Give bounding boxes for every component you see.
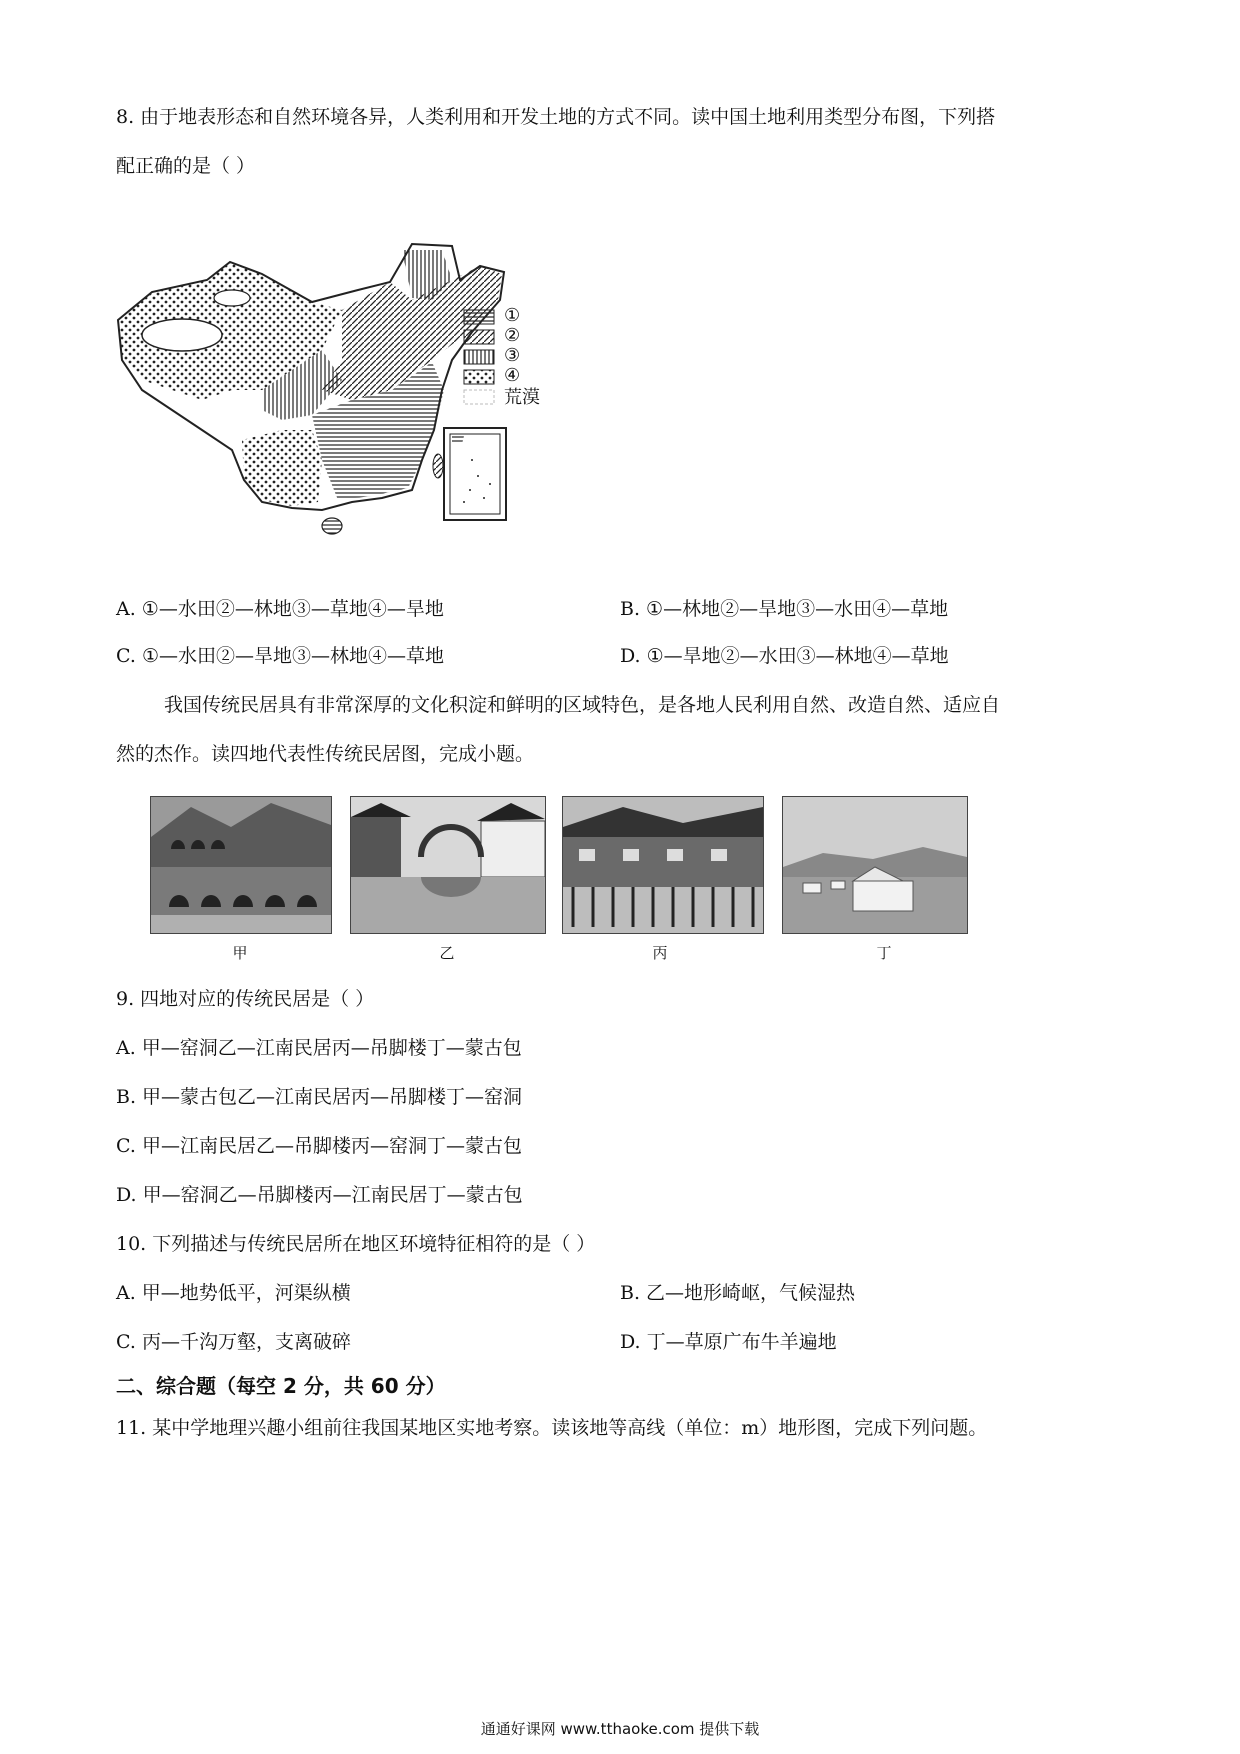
q8-stem-line2: 配正确的是（ ）	[116, 155, 256, 177]
china-land-use-map	[112, 240, 582, 582]
q9-option-d: D. 甲—窑洞乙—吊脚楼丙—江南民居丁—蒙古包	[116, 1184, 523, 1206]
photo-label-bing: 丙	[652, 944, 668, 962]
intro-line2: 然的杰作。读四地代表性传统民居图，完成小题。	[116, 743, 535, 765]
q8-option-d: D. ①—旱地②—水田③—林地④—草地	[620, 645, 949, 667]
q9-option-a: A. 甲—窑洞乙—江南民居丙—吊脚楼丁—蒙古包	[116, 1037, 522, 1059]
page-footer: 通通好课网 www.tthaoke.com 提供下载	[480, 1720, 760, 1738]
photo-ding-yurt	[782, 796, 968, 934]
q8-option-b: B. ①—林地②—旱地③—水田④—草地	[620, 598, 949, 620]
q11-stem: 11. 某中学地理兴趣小组前往我国某地区实地考察。读该地等高线（单位：m）地形图，完成下列问题。	[116, 1417, 988, 1439]
q10-option-c: C. 丙—千沟万壑，支离破碎	[116, 1331, 351, 1353]
photo-bing-stilt-house	[562, 796, 764, 934]
q9-stem: 9. 四地对应的传统民居是（ ）	[116, 988, 375, 1010]
q8-option-c: C. ①—水田②—旱地③—林地④—草地	[116, 645, 444, 667]
q9-option-b: B. 甲—蒙古包乙—江南民居丙—吊脚楼丁—窑洞	[116, 1086, 523, 1108]
photo-jia-cave-dwelling	[150, 796, 332, 934]
q10-option-d: D. 丁—草原广布牛羊遍地	[620, 1331, 837, 1353]
q10-option-a: A. 甲—地势低平，河渠纵横	[116, 1282, 351, 1304]
intro-line1: 我国传统民居具有非常深厚的文化积淀和鲜明的区域特色，是各地人民利用自然、改造自然、适应自	[164, 694, 1001, 716]
q9-option-c: C. 甲—江南民居乙—吊脚楼丙—窑洞丁—蒙古包	[116, 1135, 522, 1157]
q8-option-a: A. ①—水田②—林地③—草地④—旱地	[116, 598, 444, 620]
legend-label-3: ③	[504, 345, 521, 366]
q10-option-b: B. 乙—地形崎岖，气候湿热	[620, 1282, 856, 1304]
q8-stem-line1: 8. 由于地表形态和自然环境各异，人类利用和开发土地的方式不同。读中国土地利用类型分布图，下列搭	[116, 106, 996, 128]
map-legend	[464, 310, 494, 404]
photo-label-jia: 甲	[232, 944, 248, 962]
legend-labels	[504, 306, 540, 408]
legend-label-desert: 荒漠	[504, 387, 540, 408]
legend-label-1: ①	[504, 305, 521, 326]
section-2-title: 二、综合题（每空 2 分，共 60 分）	[116, 1374, 446, 1398]
q10-stem: 10. 下列描述与传统民居所在地区环境特征相符的是（ ）	[116, 1233, 596, 1255]
legend-label-2: ②	[504, 325, 521, 346]
photo-label-ding: 丁	[876, 944, 892, 962]
photo-label-yi: 乙	[439, 944, 455, 962]
photo-yi-jiangnan-house	[350, 796, 546, 934]
legend-label-4: ④	[504, 365, 521, 386]
